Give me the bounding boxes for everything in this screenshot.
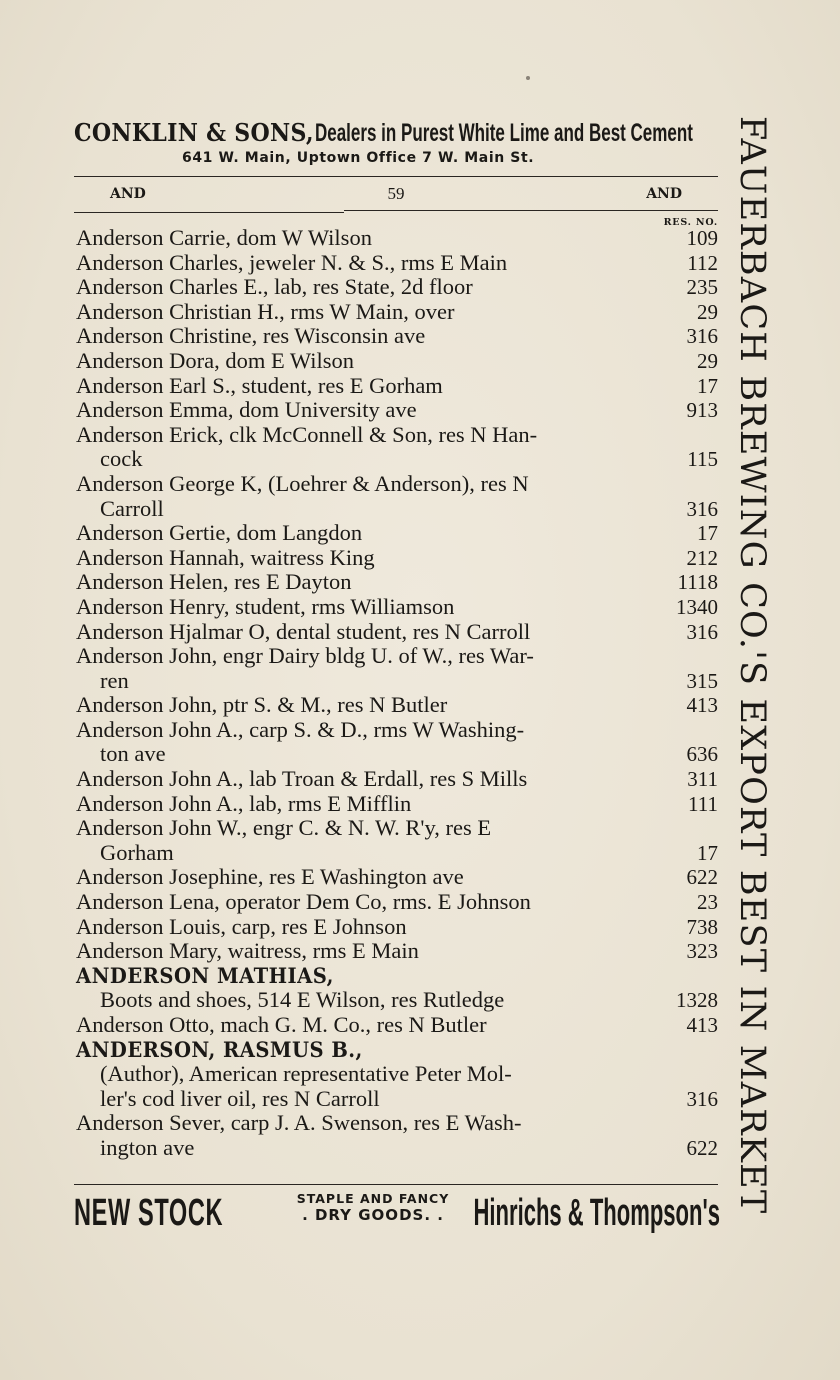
entry-text: Anderson John A., lab, rms E Mifflin — [76, 790, 412, 816]
entry-residence-number: 316 — [686, 619, 718, 644]
paper-speck — [526, 76, 530, 80]
entry-heading — [76, 964, 720, 989]
guide-word-left: AND — [110, 186, 146, 202]
entry-text: Anderson Sever, carp J. A. Swenson, res E Wash- — [76, 1110, 522, 1136]
entry-residence-number: 1340 — [676, 594, 718, 619]
entry-residence-number: 413 — [686, 693, 718, 718]
entry-residence-number: 1328 — [676, 988, 718, 1013]
entry-row — [76, 1136, 720, 1161]
entry-text: Anderson John, engr Dairy bldg U. of W., res War- — [76, 643, 534, 669]
entry-text: cock — [100, 446, 143, 472]
entry-row — [76, 1087, 720, 1112]
page-number: 59 — [387, 184, 405, 203]
header-address: 641 W. Main, Uptown Office 7 W. Main St. — [182, 150, 535, 166]
entry-residence-number: 315 — [686, 668, 718, 693]
entry-residence-number: 109 — [686, 226, 718, 250]
entry-text: Anderson Christine, res Wisconsin ave — [76, 323, 426, 349]
entry-row — [76, 423, 720, 448]
entry-residence-number: 17 — [697, 373, 718, 398]
entry-text: Anderson Charles, jeweler N. & S., rms E Main — [76, 249, 508, 275]
entry-text: Boots and shoes, 514 E Wilson, res Rutledge — [100, 987, 505, 1013]
entry-residence-number: 311 — [687, 767, 718, 792]
guide-word-right: AND — [646, 186, 682, 202]
entry-row — [76, 497, 720, 522]
entry-row — [76, 472, 720, 497]
entry-residence-number: 17 — [697, 521, 718, 546]
entry-row — [76, 251, 720, 276]
res-no-label: RES. NO. — [663, 217, 718, 228]
guide-rule-right — [344, 210, 718, 211]
guide-words — [74, 184, 718, 204]
entry-text: Anderson Henry, student, rms Williamson — [76, 593, 455, 619]
entry-residence-number: 636 — [686, 742, 718, 767]
entry-text: Anderson Charles E., lab, res State, 2d floor — [76, 274, 473, 300]
entry-text: Anderson Emma, dom University ave — [76, 397, 417, 423]
entry-text: Anderson Earl S., student, res E Gorham — [76, 372, 443, 398]
entry-row — [76, 644, 720, 669]
entry-row — [76, 1062, 720, 1087]
entry-row — [76, 521, 720, 546]
entry-residence-number: 622 — [686, 1135, 718, 1160]
guide-rule-left — [74, 212, 344, 213]
entry-text: ANDERSON MATHIAS, — [76, 962, 334, 988]
entry-text: Anderson Helen, res E Dayton — [76, 569, 352, 595]
entry-text: Anderson Erick, clk McConnell & Son, res N Han- — [76, 421, 538, 447]
entry-row — [76, 792, 720, 817]
entry-row — [76, 226, 720, 251]
entry-residence-number: 316 — [686, 496, 718, 521]
entry-row — [76, 275, 720, 300]
entry-text: Anderson Dora, dom E Wilson — [76, 347, 355, 373]
entry-text: Anderson Lena, operator Dem Co, rms. E Johnson — [76, 889, 531, 915]
side-advertisement — [722, 116, 782, 1236]
entry-row — [76, 447, 720, 472]
entry-text: Anderson Hjalmar O, dental student, res N Carroll — [76, 618, 531, 644]
entry-row — [76, 1111, 720, 1136]
entry-residence-number: 212 — [686, 545, 718, 570]
entry-residence-number: 111 — [688, 791, 718, 816]
header-firm-description: Dealers in Purest White Lime and Best Cement — [314, 119, 693, 147]
entry-row — [76, 742, 720, 767]
directory-entries — [76, 226, 720, 1161]
entry-row — [76, 669, 720, 694]
entry-text: Carroll — [100, 495, 164, 521]
entry-row — [76, 693, 720, 718]
entry-row — [76, 546, 720, 571]
entry-text: Anderson Louis, carp, res E Johnson — [76, 913, 407, 939]
entry-text: (Author), American representative Peter Mol- — [100, 1061, 512, 1087]
header-firm-name: CONKLIN & SONS, — [74, 118, 314, 147]
entry-row — [76, 620, 720, 645]
entry-row — [76, 988, 720, 1013]
entry-row — [76, 349, 720, 374]
entry-residence-number: 29 — [697, 348, 718, 373]
entry-text: Anderson Mary, waitress, rms E Main — [76, 938, 419, 964]
entry-residence-number: 23 — [697, 890, 718, 915]
entry-residence-number: 413 — [686, 1013, 718, 1037]
entry-text: Anderson John A., carp S. & D., rms W Washing- — [76, 716, 525, 742]
entry-text: ton ave — [100, 741, 166, 767]
entry-text: ington ave — [100, 1134, 195, 1160]
entry-row — [76, 865, 720, 890]
entry-row — [76, 890, 720, 915]
entry-text: Anderson John A., lab Troan & Erdall, res S Mills — [76, 766, 528, 792]
entry-text: Anderson Josephine, res E Washington ave — [76, 864, 464, 890]
entry-row — [76, 595, 720, 620]
entry-residence-number: 17 — [697, 840, 718, 865]
entry-text: ren — [100, 667, 129, 693]
footer-new-stock: NEW STOCK — [74, 1192, 224, 1234]
entry-residence-number: 1118 — [677, 570, 718, 595]
entry-row — [76, 324, 720, 349]
entry-residence-number: 738 — [686, 914, 718, 939]
header-advertisement — [74, 118, 718, 166]
entry-residence-number: 112 — [687, 250, 718, 275]
footer-rule — [74, 1184, 718, 1185]
entry-residence-number: 316 — [686, 1086, 718, 1111]
entry-row — [76, 398, 720, 423]
entry-text: ANDERSON, RASMUS B., — [76, 1036, 363, 1062]
entry-row — [76, 915, 720, 940]
entry-row — [76, 300, 720, 325]
entry-residence-number: 622 — [686, 865, 718, 890]
entry-text: Anderson Otto, mach G. M. Co., res N Butler — [76, 1012, 487, 1037]
entry-residence-number: 235 — [686, 275, 718, 300]
entry-residence-number: 316 — [686, 324, 718, 349]
entry-row — [76, 374, 720, 399]
entry-row — [76, 570, 720, 595]
entry-text: Anderson Gertie, dom Langdon — [76, 520, 363, 546]
entry-text: Anderson Christian H., rms W Main, over — [76, 298, 455, 324]
entry-heading — [76, 1038, 720, 1063]
entry-row — [76, 939, 720, 964]
entry-residence-number: 323 — [686, 939, 718, 964]
entry-row — [76, 1013, 720, 1038]
entry-residence-number: 913 — [686, 398, 718, 423]
side-advertisement-text: FAUERBACH BREWING CO.'S EXPORT BEST IN MARKET — [732, 116, 772, 1215]
footer-goods-line2: . DRY GOODS. . — [302, 1206, 444, 1224]
entry-residence-number: 29 — [697, 299, 718, 324]
entry-text: ler's cod liver oil, res N Carroll — [100, 1085, 380, 1111]
entry-text: Anderson John, ptr S. & M., res N Butler — [76, 692, 448, 718]
entry-row — [76, 816, 720, 841]
footer-goods-line1: STAPLE AND FANCY — [296, 1191, 450, 1206]
entry-text: Gorham — [100, 839, 174, 865]
entry-row — [76, 718, 720, 743]
footer-advertisement — [74, 1188, 720, 1232]
entry-residence-number: 115 — [687, 447, 718, 472]
entry-row — [76, 767, 720, 792]
entry-text: Anderson John W., engr C. & N. W. R'y, res E — [76, 815, 492, 841]
entry-text: Anderson Carrie, dom W Wilson — [76, 225, 372, 250]
header-rule — [74, 176, 718, 177]
entry-text: Anderson George K, (Loehrer & Anderson), res N — [76, 470, 529, 496]
footer-merchant: Hinrichs & Thompson's — [473, 1192, 720, 1234]
entry-row — [76, 841, 720, 866]
entry-text: Anderson Hannah, waitress King — [76, 544, 375, 570]
